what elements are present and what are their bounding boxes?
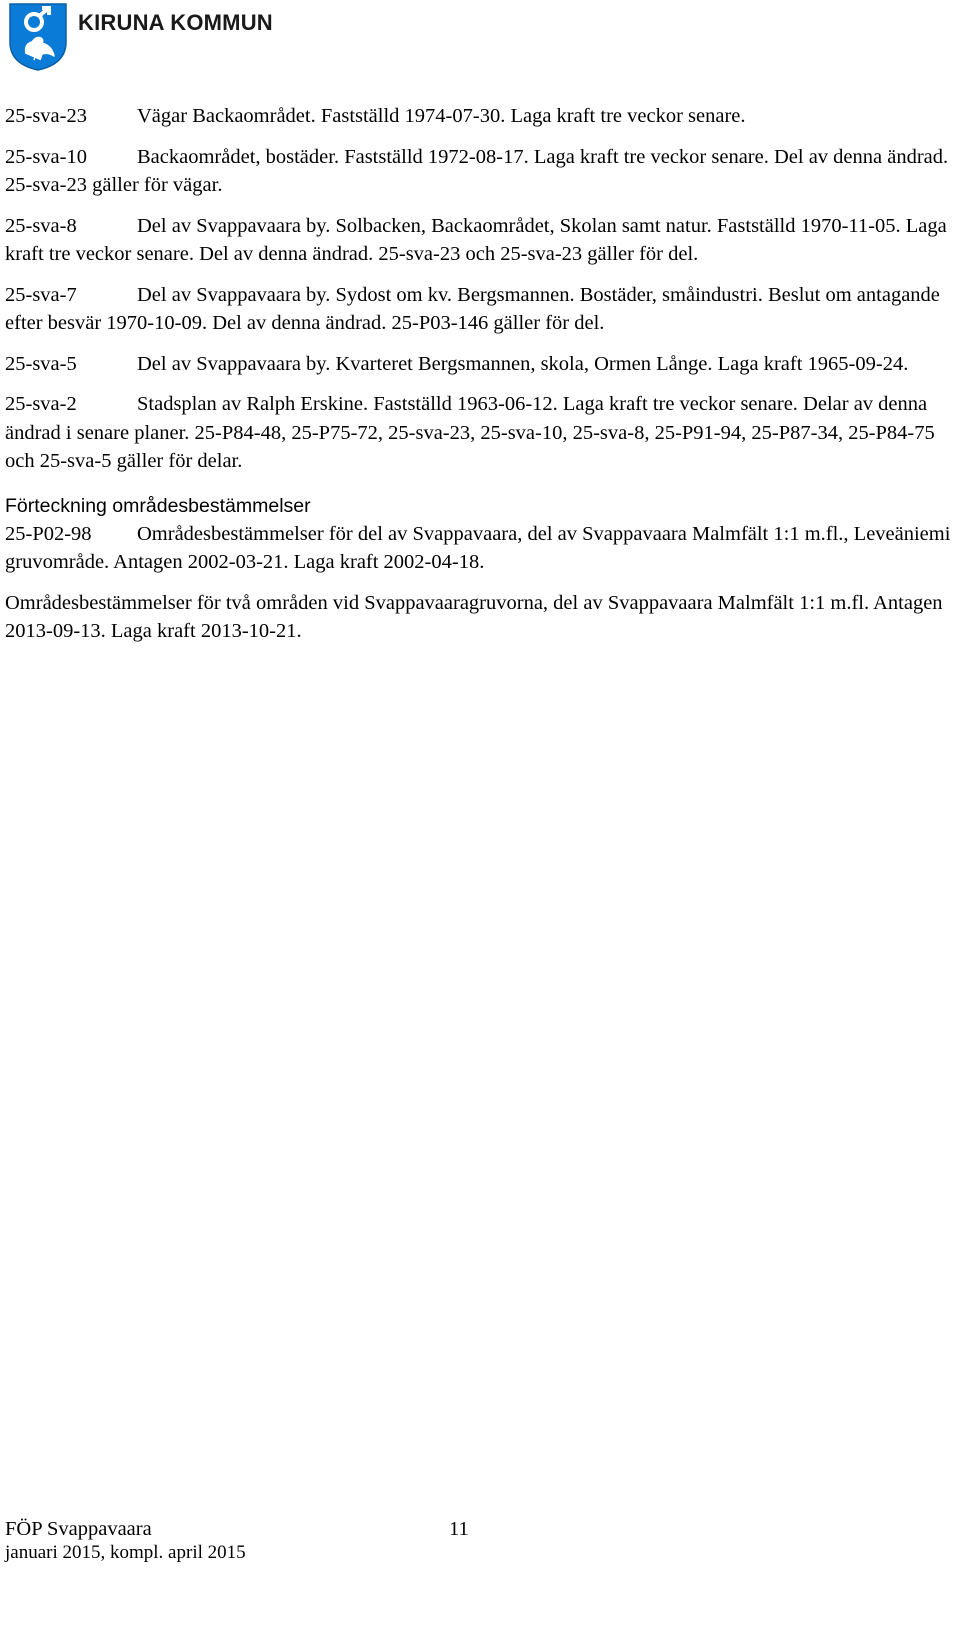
plan-entry [5,390,955,476]
plan-code: 25-sva-23 [5,105,87,127]
plan-code: 25-sva-5 [5,352,77,375]
plan-code: 25-sva-8 [5,214,77,237]
coat-of-arms-icon [8,2,68,72]
footer-doc-title: FÖP Svappavaara [5,1518,152,1540]
footer-date: januari 2015, kompl. april 2015 [5,1542,246,1563]
plan-description: Vägar Backaområdet. Fastställd 1974-07-30. Laga kraft tre veckor senare. [137,105,746,127]
plan-entry [5,350,955,379]
page-number: 11 [449,1518,469,1540]
plan-entry [5,281,955,338]
org-name: KIRUNA KOMMUN [78,10,273,35]
plan-code: 25-sva-7 [5,283,77,306]
plan-entry [5,102,955,131]
plan-entry [5,143,955,200]
page-header [8,2,273,72]
plan-entry [5,212,955,269]
plan-description: Del av Svappavaara by. Sydost om kv. Bergsmannen. Bostäder, småindustri. Beslut om antagande efter besvär 1970-10-09. Del av denna ändrad. 25-P03-146 gäller för del. [5,283,940,334]
document-body [5,102,955,658]
section-heading: Förteckning områdesbestämmelser [5,494,311,517]
regulation-description: Områdesbestämmelser för del av Svappavaara, del av Svappavaara Malmfält 1:1 m.fl., Leveäniemi gruvområde. Antagen 2002-03-21. Laga kraft 2002-04-18. [5,522,951,573]
regulation-entry [5,520,955,577]
plan-code: 25-sva-10 [5,145,87,168]
plan-description: Backaområdet, bostäder. Fastställd 1972-08-17. Laga kraft tre veckor senare. Del av denna ändrad. 25-sva-23 gäller för vägar. [5,145,949,196]
regulation-code: 25-P02-98 [5,522,92,545]
plan-description: Del av Svappavaara by. Solbacken, Backaområdet, Skolan samt natur. Fastställd 1970-11-05. Laga kraft tre veckor senare. Del av denna ändrad. 25-sva-23 och 25-sva-23 gäller för del. [5,214,947,265]
plan-description: Stadsplan av Ralph Erskine. Fastställd 1963-06-12. Laga kraft tre veckor senare. Delar av denna ändrad i senare planer. 25-P84-48, 25-P75-72, 25-sva-23, 25-sva-10, 25-sva-8, 25-P91-94, 25-P87-34, 25-P84-75 och 25-sva-5 gäller för delar. [5,393,935,472]
regulation-paragraph: Områdesbestämmelser för två områden vid Svappavaaragruvorna, del av Svappavaara Malmfält 1:1 m.fl. Antagen 2013-09-13. Laga kraft 2013-10-21. [5,591,943,642]
page-footer [5,1517,469,1565]
plan-code: 25-sva-2 [5,393,77,415]
plan-description: Del av Svappavaara by. Kvarteret Bergsmannen, skola, Ormen Långe. Laga kraft 1965-09-24. [137,352,909,375]
